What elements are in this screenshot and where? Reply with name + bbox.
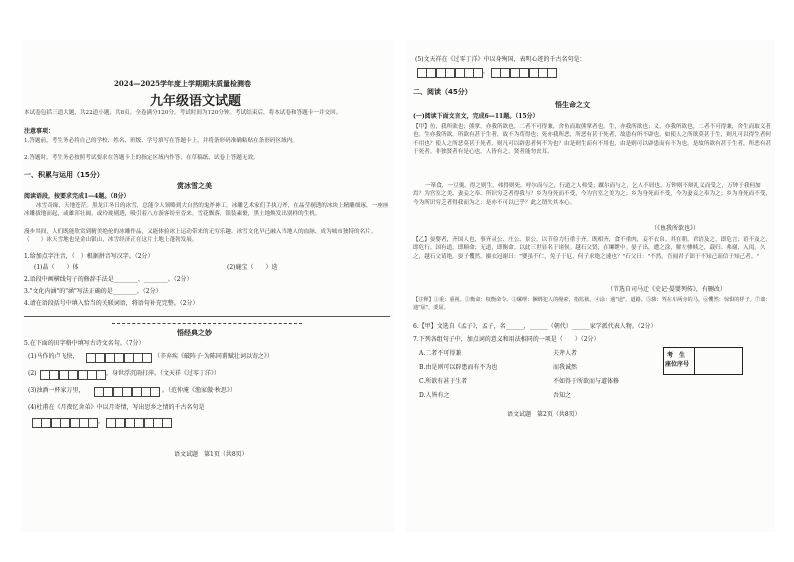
exam-header: 2024—2025学年度上学期期末质量检测卷 bbox=[114, 79, 251, 88]
seat-label-1: 考 生 bbox=[667, 352, 686, 359]
passage-jia-2: 一箪食，一豆羹，得之则生，弗得则死。呼尔而与之，行道之人弗受；蹴尔而与之，乞人不屑也。万钟则不辩礼义而受之，万钟于我何加焉？为宫室之美、妻妾之奉、所识穷乏者得我与？乡为身死而不受，今为宫室之美为之；乡为身死而不受，今为妻妾之奉为之；乡为身死而不受，今为所识穷乏者得我而为之：是亦不可以已乎？此之谓失其本心。 bbox=[413, 183, 772, 206]
option-d-right: 吾知之 bbox=[553, 392, 572, 399]
question-5-4: (4)杜甫在《月夜忆舍弟》中以月寄情，写出思乡之情的千古名句是 bbox=[28, 404, 205, 411]
notice-heading: 注意事项： bbox=[24, 128, 55, 135]
page-title: 九年级语文试题 bbox=[150, 94, 242, 109]
question-1: 1.给加点字注音，（ ）根据拼音写汉字。（2分） bbox=[24, 253, 154, 260]
option-a-right: 夫斧人者 bbox=[553, 350, 578, 357]
option-c: C.所欲有甚于生者 bbox=[419, 378, 468, 385]
seat-label-2: 座位序号 bbox=[665, 361, 690, 368]
passage-paragraph-1: 冰雪奇缘，天地苍茫。黑龙江冬日的冰雪，总能令人领略到大自然的鬼斧神工。冰雕艺术家们手执刀斧，在晶莹剔透的冰块上精雕细琢，一座座冰雕拔地而起，或雄浑壮阔，或玲珑剔透，吸引着八方游客纷至沓来。雪花飘落，银装素裹，黑土地焕发出别样的生机。 bbox=[24, 203, 389, 218]
source-yi: （节选自司马迁《史记·晏婴列传》，有删改） bbox=[607, 286, 726, 293]
question-5-3-source: 。（范仲淹《渔家傲·秋思》） bbox=[162, 387, 236, 394]
answer-grid[interactable] bbox=[32, 418, 98, 428]
question-5-2-source: ，身世浮沉雨打萍。（文天祥《过零丁洋》） bbox=[106, 370, 221, 377]
source-jia: （《鱼我所欲也》） bbox=[651, 225, 700, 232]
section-divider bbox=[112, 323, 302, 324]
option-b: B.由是则可以辟患而有不为也 bbox=[419, 364, 498, 371]
reading-instruction: 阅读语段，按要求完成1—4题。（8分） bbox=[24, 193, 130, 200]
question-7: 7.下列各组句子中，加点词的意义和用法相同的一项是（ ）（2分） bbox=[413, 336, 600, 343]
question-1-b: (2)鹿宝（ ）迭 bbox=[227, 264, 278, 271]
question-1-a: (1)晶（ ）体 bbox=[34, 264, 79, 271]
subsection-title-2: 悟经典之妙 bbox=[177, 329, 212, 337]
question-5-3: (3)浊酒一杯家万里， bbox=[28, 387, 85, 394]
subsection-title-3: 悟生命之文 bbox=[555, 101, 590, 109]
question-5-1: (1)马作的卢飞快， bbox=[28, 353, 79, 360]
answer-grid[interactable] bbox=[417, 68, 483, 78]
answer-grid[interactable] bbox=[40, 370, 106, 380]
page-footer-right: 语文试题 第2页（共8页） bbox=[507, 411, 581, 418]
exam-intro: 本试卷包括三道大题，共22道小题，共8页。全卷满分120分，考试时间为120分钟。考试结束后，将本试卷和答题卡一并交回。 bbox=[24, 110, 342, 116]
section-1-heading: 一、积累与运用（15分） bbox=[24, 171, 104, 179]
question-5-5: (5)文天祥在《过零丁洋》中以身殉国，表明心迹的千古名句是： bbox=[415, 56, 586, 63]
passage-jia: 【甲】鱼，我所欲也；熊掌，亦我所欲也。二者不可得兼，舍鱼而取熊掌者也。生，亦我所欲也；义，亦我所欲也。二者不可得兼，舍生而取义者也。生亦我所欲，所欲有甚于生者，故不为苟得也；死亦我所恶，所恶有甚于死者，故患有所不辟也。如使人之所欲莫甚于生，则凡可以得生者何不用也？使人之所恶莫甚于死者，则凡可以辟患者何不为也？由是则生而有不用也，由是则可以辟患而有不为也。是故所欲有甚于生者，所恶有甚于死者。非独贤者有是心也，人皆有之，贤者能勿丧耳。 bbox=[413, 124, 772, 156]
annotation-notes: 【注释】①重：重视。②衡命：权衡命令。③缧绁：捆绑犯人的绳索，指监狱。④涂：通"途"，道路。⑤骖：驾在车两旁的马。⑥戄然：惊惧的样子。⑦诎：通"屈"，委屈。 bbox=[413, 297, 771, 311]
page-footer-left: 语文试题 第1页（共8页） bbox=[174, 451, 248, 458]
seat-number-box[interactable] bbox=[663, 347, 743, 375]
passage-paragraph-2: 漫步其间，人们既能欣赏到精美绝伦的冰雕作品，又能体验冰上运动带来的无穷乐趣。冰雪文化早已融入当地人的血脉，成为城市独特的名片。（ ）冰天雪地也是金山银山，冰雪经济正在这片土地上蓬勃发展。 bbox=[24, 229, 377, 244]
answer-grid[interactable] bbox=[491, 68, 557, 78]
question-5: 5.在下面的田字格中填写古诗文名句。（7分） bbox=[24, 340, 145, 347]
passage-yi: 【乙】晏婴者，齐国人也，事齐灵公、庄公、景公，以节俭力行重于齐。既相齐，食不重肉，妾不衣帛。其在朝，君语及之，即危言；语不及之，即危行。国有道，即顺命；无道，即衡命。以此三世显名于诸侯。越石父贤，在缧绁中。晏子出，遭之涂，解左骖赎之，载归。弗谢，入闺。久之，越石父请绝。晏子戄然，摄衣冠谢曰："婴虽不仁，免子于厄，何子求绝之速也？"石父曰："不然。吾闻君子诎于不知己而信于知己者。" bbox=[413, 237, 772, 260]
option-c-right: 不如得于所欲而与道体修 bbox=[553, 378, 620, 385]
option-d: D.人皆有之 bbox=[419, 392, 450, 399]
part-a-instruction: (一)阅读下面文言文，完成6—11题。（15分） bbox=[413, 113, 539, 120]
subsection-title-1: 赏冰雪之美 bbox=[177, 182, 212, 190]
question-3: 3."文化内涵"的"涵"写法正确的是________。（2分） bbox=[24, 288, 162, 295]
answer-line bbox=[24, 316, 390, 317]
question-4: 4.请在语段括号中填入恰当的关联词语，将语句补充完整。（2分） bbox=[24, 300, 199, 307]
question-2: 2.语段中画横线句子的修辞手法是________、________。（2分） bbox=[24, 276, 193, 283]
answer-grid[interactable] bbox=[86, 353, 152, 363]
answer-grid[interactable] bbox=[94, 387, 160, 397]
answer-grid[interactable] bbox=[106, 418, 172, 428]
exam-page-right: (5)文天祥在《过零丁洋》中以身殉国，表明心迹的千古名句是： ， 二、阅读（45分） 悟生命之文 (一)阅读下面文言文，完成6—11题。（15分） 【甲】鱼，我所欲也；熊掌，亦我所欲也。二者不可得兼，舍鱼而取熊掌者也。生，亦我所欲也；义，亦我所欲也。二者不可得兼，舍生而取义者也。生亦我所欲，所欲有甚于生者，故不为苟得也；死亦我所恶，所恶有甚于死者，故患有所不辟也。如使人之所欲莫甚于生，则凡可以得生者何不用也？使人之所恶莫甚于死者，则凡可以辟患者何不为也？由是则生而有不用也，由是则可以辟患而有不为也。是故所欲有甚于生者，所恶有甚于死者。非独贤者有是心也，人皆有之，贤者能勿丧耳。 一箪食，一豆羹，得之则生，弗得则死。呼尔而与之，行道之人弗受；蹴尔而与之，乞人不屑也。万钟则不辩礼义而受之，万钟于我何加焉？为宫室之美、妻妾之奉、所识穷乏者得我与？乡为身死而不受，今为宫室之美为之；乡为身死而不受，今为妻妾之奉为之；乡为身死而不受，今为所识穷乏者得我而为之：是亦不可以已乎？此之谓失其本心。 （《鱼我所欲也》） 【乙】晏婴者，齐国人也，事齐灵公、庄公、景公，以节俭力行重于齐。既相齐，食不重肉，妾不衣帛。其在朝，君语及之，即危言；语不及之，即危行。国有道，即顺命；无道，即衡命。以此三世显名于诸侯。越石父贤，在缧绁中。晏子出，遭之涂，解左骖赎之，载归。弗谢，入闺。久之，越石父请绝。晏子戄然，摄衣冠谢曰："婴虽不仁，免子于厄，何子求绝之速也？"石父曰："不然。吾闻君子诎于不知己而信于知己者。" （节选自司马迁《史记·晏婴列传》，有删改） 【注释】①重：重视。②衡命：权衡命令。③缧绁：捆绑犯人的绳索，指监狱。④涂：通"途"，道路。⑤骖：驾在车两旁的马。⑥戄然：惊惧的样子。⑦诎：通"屈"，委屈。 6.【甲】文选自《孟子》，孟子，名______，______（朝代）______家学派代表人物。（2分） 7.下列各组句子中，加点词的意义和用法相同的一项是（ ）（2分） A.二者不可得兼 夫斧人者 B.由是则可以辟患而有不为也 而我诚然 C.所欲有甚于生者 不如得于所欲而与道体修 D.人皆有之 吾知之 考 生 座位序号 语文试题 第2页（共8页） bbox=[405, 40, 775, 532]
section-2-heading: 二、阅读（45分） bbox=[413, 88, 472, 96]
option-a: A.二者不可得兼 bbox=[419, 350, 462, 357]
question-6: 6.【甲】文选自《孟子》，孟子，名______，______（朝代）______家学派代表人物。（2分） bbox=[413, 323, 657, 330]
notice-2: 2.答题时，考生务必按照考试要求在答题卡上的指定区域内作答，在草稿纸、试卷上答题无效。 bbox=[24, 155, 259, 161]
question-5-2: (2) bbox=[28, 370, 37, 377]
notice-1: 1.答题前，考生务必将自己的学校、姓名、班级、学号填写在答题卡上，并将条形码准确粘贴在条形码区域内。 bbox=[24, 138, 298, 144]
question-5-1-source: （辛弃疾《破阵子·为陈同甫赋壮词以寄之》） bbox=[154, 353, 273, 360]
option-b-right: 而我诚然 bbox=[553, 364, 578, 371]
exam-page-left: 2024—2025学年度上学期期末质量检测卷 九年级语文试题 本试卷包括三道大题，共22道小题，共8页。全卷满分120分，考试时间为120分钟。考试结束后，将本试卷和答题卡一并交回。 注意事项： 1.答题前，考生务必将自己的学校、姓名、班级、学号填写在答题卡上，并将条形码准确粘贴在条形码区域内。 2.答题时，考生务必按照考试要求在答题卡上的指定区域内作答，在草稿纸、试卷上答题无效。 一、积累与运用（15分） 赏冰雪之美 阅读语段，按要求完成1—4题。（8分） 冰雪奇缘，天地苍茫。黑龙江冬日的冰雪，总能令人领略到大自然的鬼斧神工。冰雕艺术家们手执刀斧，在晶莹剔透的冰块上精雕细琢，一座座冰雕拔地而起，或雄浑壮阔，或玲珑剔透，吸引着八方游客纷至沓来。雪花飘落，银装素裹，黑土地焕发出别样的生机。 漫步其间，人们既能欣赏到精美绝伦的冰雕作品，又能体验冰上运动带来的无穷乐趣。冰雪文化早已融入当地人的血脉，成为城市独特的名片。（ ）冰天雪地也是金山银山，冰雪经济正在这片土地上蓬勃发展。 1.给加点字注音，（ ）根据拼音写汉字。（2分） (1)晶（ ）体 (2)鹿宝（ ）迭 2.语段中画横线句子的修辞手法是________、________。（2分） 3."文化内涵"的"涵"写法正确的是________。（2分） 4.请在语段括号中填入恰当的关联词语，将语句补充完整。（2分） 悟经典之妙 5.在下面的田字格中填写古诗文名句。（7分） (1)马作的卢飞快， （辛弃疾《破阵子·为陈同甫赋壮词以寄之》） (2) ，身世浮沉雨打萍。（文天祥《过零丁洋》） (3)浊酒一杯家万里， 。（范仲淹《渔家傲·秋思》） (4)杜甫在《月夜忆舍弟》中以月寄情，写出思乡之情的千古名句是 ， 语文试题 第1页（共8页） bbox=[22, 40, 395, 532]
